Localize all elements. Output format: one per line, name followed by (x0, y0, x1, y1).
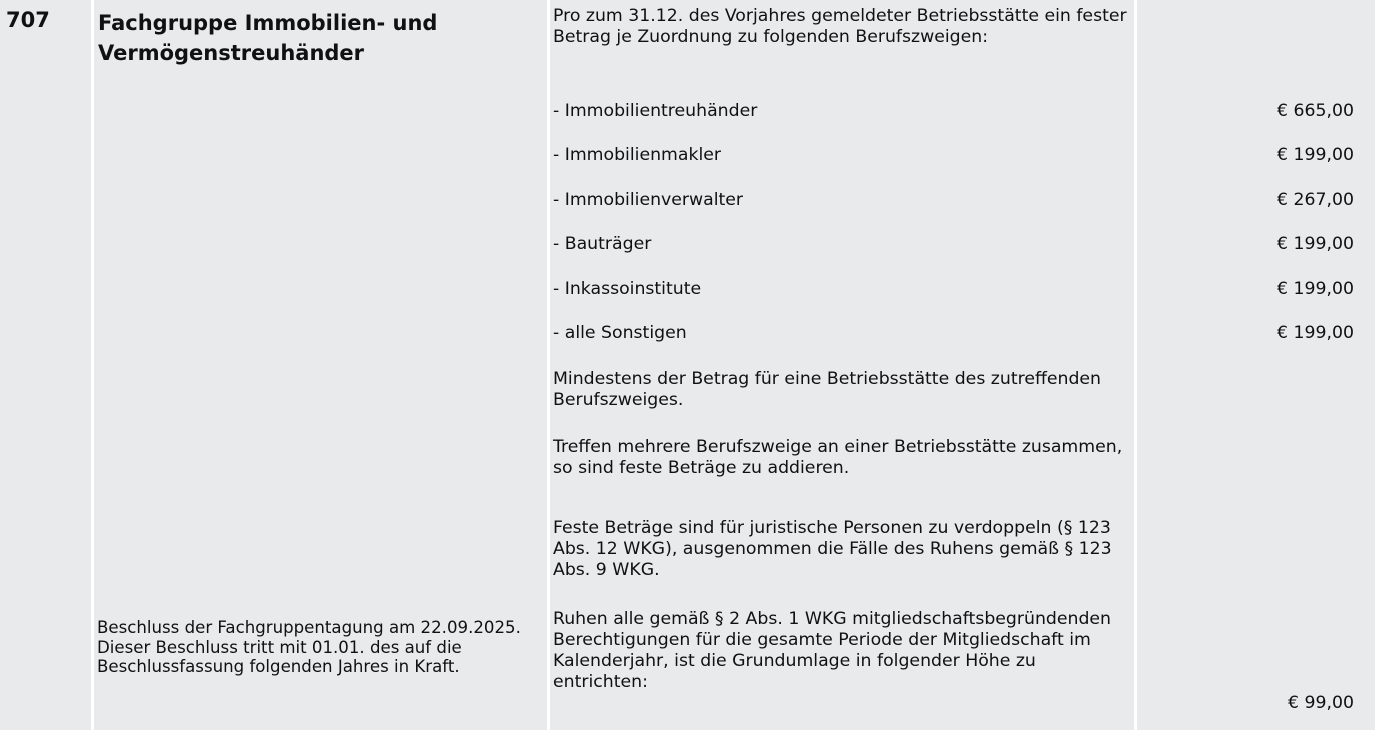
list-item-label: - Bauträger (553, 234, 652, 254)
dormant-amount: € 99,00 (1288, 693, 1354, 713)
intro-text: Pro zum 31.12. des Vorjahres gemeldeter Betriebsstätte ein fester Betrag je Zuordnung zu folgenden Berufszweigen: (553, 6, 1127, 47)
row-number: 707 (6, 8, 50, 32)
list-item-label: - Immobilienverwalter (553, 190, 744, 210)
list-item-amount: € 199,00 (1277, 323, 1354, 343)
list-item-amount: € 267,00 (1277, 190, 1354, 210)
legal-persons-text: Feste Beträge sind für juristische Personen zu verdoppeln (§ 123 Abs. 12 WKG), ausgenommen die Fälle des Ruhens gemäß § 123 Abs. 9 WKG. (553, 518, 1112, 580)
list-item-amount: € 199,00 (1277, 279, 1354, 299)
row-title: Fachgruppe Immobilien- und Vermögenstreuhänder (98, 11, 438, 65)
list-item-label: - Immobilienmakler (553, 145, 721, 165)
list-item-amount: € 199,00 (1277, 234, 1354, 254)
list-item-label: - Immobilientreuhänder (553, 101, 758, 121)
number-column (0, 0, 91, 730)
multiple-text: Treffen mehrere Berufszweige an einer Betriebsstätte zusammen, so sind feste Beträge zu addieren. (553, 437, 1123, 478)
list-item-amount: € 665,00 (1277, 101, 1354, 121)
list-item-label: - alle Sonstigen (553, 323, 687, 343)
list-item-label: - Inkassoinstitute (553, 279, 702, 299)
minimum-text: Mindestens der Betrag für eine Betriebsstätte des zutreffenden Berufszweiges. (553, 369, 1102, 410)
list-item-amount: € 199,00 (1277, 145, 1354, 165)
dormant-text: Ruhen alle gemäß § 2 Abs. 1 WKG mitgliedschaftsbegründenden Berechtigungen für die gesamte Periode der Mitgliedschaft im Kalenderjahr, ist die Grundumlage in folgender Höhe zu entrichten: (553, 609, 1112, 692)
resolution-note: Beschluss der Fachgruppentagung am 22.09.2025. Dieser Beschluss tritt mit 01.01. des auf die Beschlussfassung folgenden Jahres in Kraft. (97, 618, 521, 676)
